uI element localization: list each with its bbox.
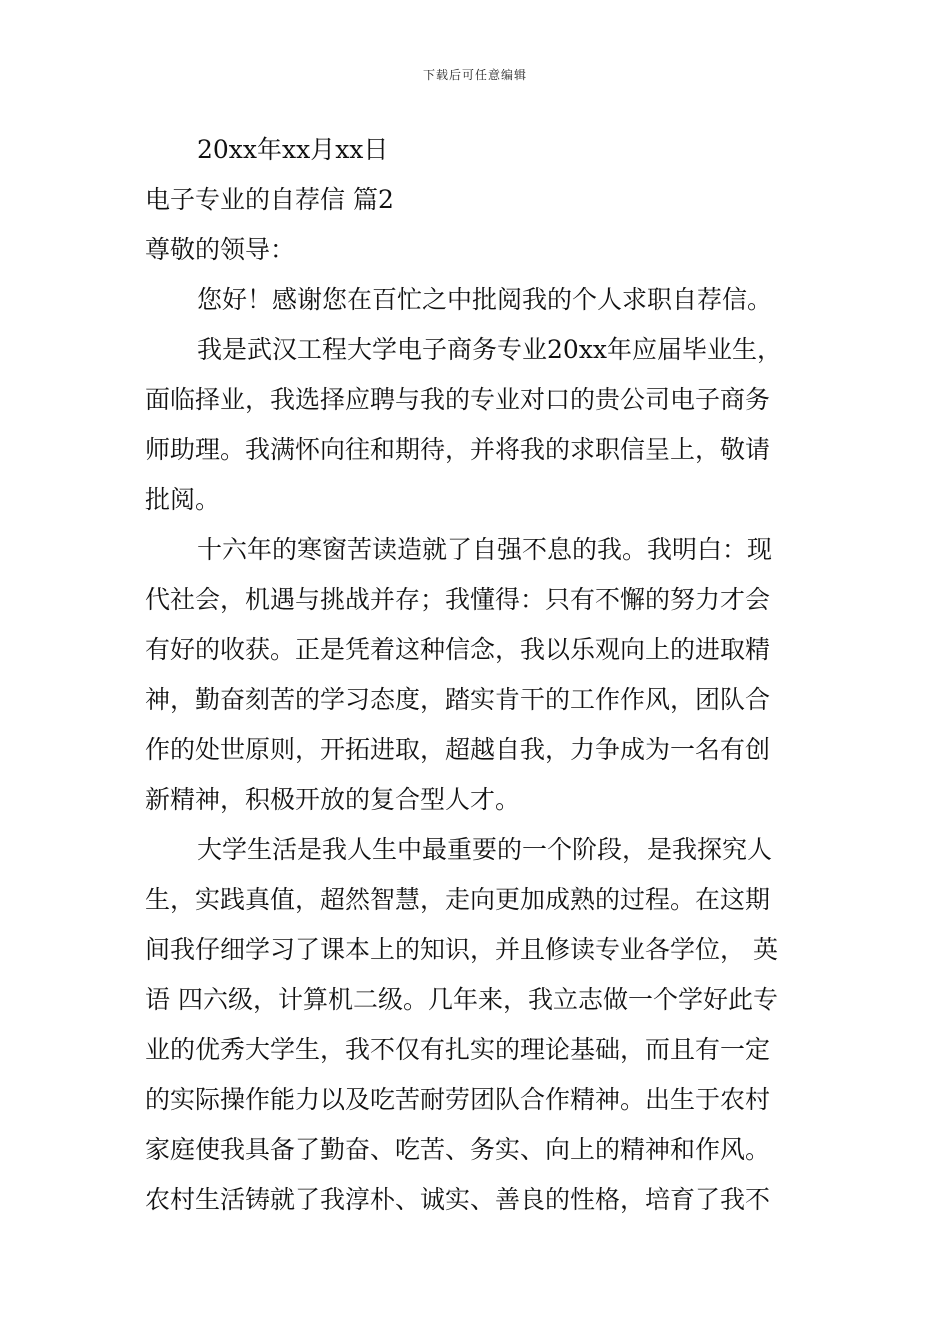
body-line: 神，勤奋刻苦的学习态度，踏实肯干的工作作风，团队合 bbox=[145, 685, 771, 714]
body-line: 面临择业，我选择应聘与我的专业对口的贵公司电子商务 bbox=[145, 385, 771, 414]
body-line: 您好！感谢您在百忙之中批阅我的个人求职自荐信。 bbox=[197, 285, 773, 314]
page-header: 下载后可任意编辑 bbox=[422, 68, 527, 82]
body-line: 代社会，机遇与挑战并存；我懂得：只有不懈的努力才会 bbox=[145, 585, 771, 614]
body-line: 生，实践真值，超然智慧，走向更加成熟的过程。在这期 bbox=[145, 885, 771, 914]
date-line: 20xx年xx月xx日 bbox=[197, 135, 389, 164]
body-line: 业的优秀大学生，我不仅有扎实的理论基础，而且有一定 bbox=[145, 1035, 771, 1064]
body-line: 家庭使我具备了勤奋、吃苦、务实、向上的精神和作风。 bbox=[145, 1135, 771, 1164]
body-line: 间我仔细学习了课本上的知识，并且修读专业各学位， 英 bbox=[145, 935, 778, 964]
body-line: 大学生活是我人生中最重要的一个阶段，是我探究人 bbox=[197, 835, 773, 864]
body-line: 我是武汉工程大学电子商务专业20xx年应届毕业生， bbox=[197, 335, 783, 364]
body-line: 作的处世原则，开拓进取，超越自我，力争成为一名有创 bbox=[145, 735, 771, 764]
body-line: 批阅。 bbox=[145, 485, 221, 514]
body-line: 十六年的寒窗苦读造就了自强不息的我。我明白：现 bbox=[197, 535, 773, 564]
body-line: 有好的收获。正是凭着这种信念，我以乐观向上的进取精 bbox=[145, 635, 771, 664]
salutation: 尊敬的领导： bbox=[145, 235, 296, 264]
body-line: 师助理。我满怀向往和期待，并将我的求职信呈上，敬请 bbox=[145, 435, 771, 464]
body-line: 语 四六级，计算机二级。几年来，我立志做一个学好此专 bbox=[145, 985, 778, 1014]
body-line: 农村生活铸就了我淳朴、诚实、善良的性格，培育了我不 bbox=[145, 1185, 771, 1214]
body-line: 的实际操作能力以及吃苦耐劳团队合作精神。出生于农村 bbox=[145, 1085, 771, 1114]
body-line: 新精神，积极开放的复合型人才。 bbox=[145, 785, 521, 814]
section-title: 电子专业的自荐信 篇2 bbox=[145, 185, 394, 214]
